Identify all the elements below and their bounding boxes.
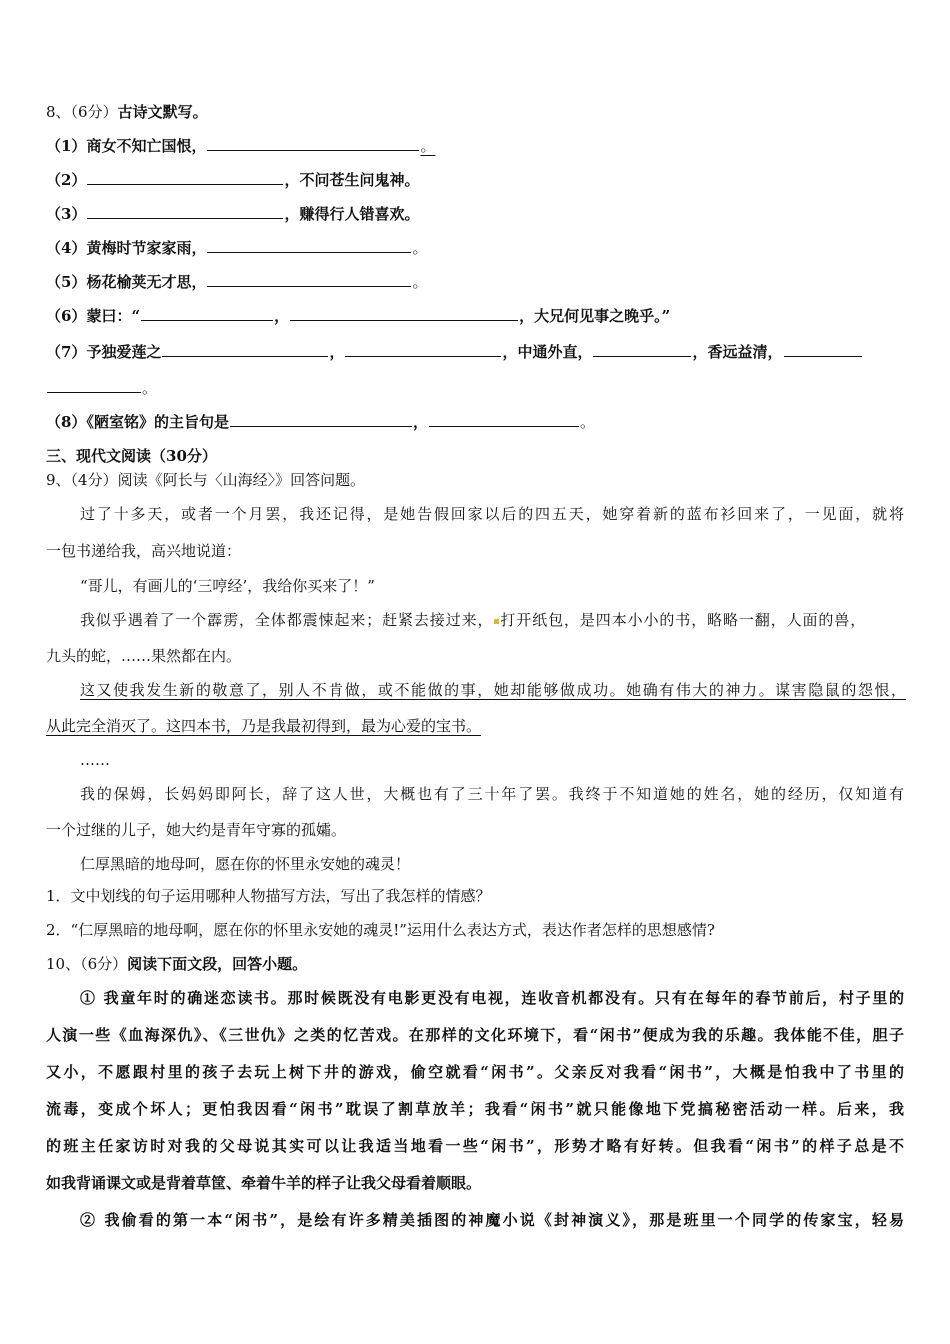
answer-blank[interactable] (593, 342, 691, 357)
answer-blank[interactable] (290, 306, 518, 321)
answer-blank[interactable] (429, 412, 579, 427)
q9-subquestion-2: 2．“仁厚黑暗的地母啊，愿在你的怀里永安她的魂灵!”运用什么表达方式，表达作者怎样的思想感情? (46, 921, 715, 939)
q10-paragraph-1-line4: 流毒，变成个坏人；更怕我因看“闲书”耽误了割草放羊；我看“闲书”就只能像地下党搞秘密活动一样。后来，我 (46, 1100, 904, 1118)
q9-paragraph-1-cont: 一包书递给我，高兴地说道： (46, 542, 242, 560)
answer-blank[interactable] (207, 272, 411, 287)
answer-blank[interactable] (230, 412, 412, 427)
q9-paragraph-2: “哥儿，有画儿的‘三哼经’，我给你买来了！” (80, 577, 375, 595)
q9-underlined-sentence-cont: 从此完全消灭了。这四本书，乃是我最初得到，最为心爱的宝书。 (46, 717, 482, 735)
q8-item-7: （7）予独爱莲之 ， ，中通外直， ，香远益清， (46, 342, 904, 362)
q8-item-1: （1）商女不知亡国恨， 。 (46, 137, 436, 155)
q8-item-6: （6）蒙曰：“ ， ，大兄何见事之晚乎。” (46, 307, 671, 325)
q10-paragraph-2: ② 我偷看的第一本“闲书”，是绘有许多精美插图的神魔小说《封神演义》，那是班里一个同学的传家宝，轻易 (80, 1211, 904, 1229)
answer-blank[interactable] (784, 342, 862, 357)
answer-blank[interactable] (47, 378, 141, 393)
answer-blank[interactable] (162, 342, 328, 357)
q10-paragraph-1: ① 我童年时的确迷恋读书。那时候既没有电影更没有电视，连收音机都没有。只有在每年的春节前后，村子里的 (80, 989, 904, 1007)
q9-paragraph-1: 过了十多天，或者一个月罢，我还记得，是她告假回家以后的四五天，她穿着新的蓝布衫回来了，一见面，就将 (80, 505, 904, 523)
q9-underlined-sentence: 这又使我发生新的敬意了，别人不肯做，或不能做的事，她却能够做成功。她确有伟大的神力。谋害隐鼠的怨恨， (80, 681, 906, 699)
q10-paragraph-1-line5: 的班主任家访时对我的父母说其实可以让我适当地看一些“闲书”，形势才略有好转。但我看“闲书”的样子总是不 (46, 1137, 904, 1155)
section-title: 三、现代文阅读（30分） (46, 447, 217, 465)
q9-paragraph-5-cont: 一个过继的儿子，她大约是青年守寡的孤孀。 (46, 821, 347, 839)
q10-paragraph-1-line3: 又小，不愿跟村里的孩子去玩上树下井的游戏，偷空就看“闲书”。父亲反对我看“闲书”，大概是怕我中了书里的 (46, 1063, 904, 1081)
q9-header: 9、（4分）阅读《阿长与〈山海经〉》回答问题。 (46, 471, 366, 489)
q8-item-7-cont: 。 (46, 378, 904, 398)
answer-blank[interactable] (141, 306, 273, 321)
q10-header: 10、（6分）阅读下面文段，回答小题。 (46, 955, 308, 973)
q9-paragraph-3-cont: 九头的蛇，……果然都在内。 (46, 647, 242, 665)
answer-blank[interactable] (207, 136, 419, 151)
highlight-mark (494, 619, 499, 624)
q8-header: 8、（6分）古诗文默写。 (46, 103, 208, 121)
q9-paragraph-3: 我似乎遇着了一个霹雳，全体都震悚起来；赶紧去接过来， 打开纸包，是四本小小的书，略略一翻，人面的兽， (80, 611, 867, 629)
q8-item-4: （4）黄梅时节家家雨， 。 (46, 239, 428, 257)
q9-paragraph-6: 仁厚黑暗的地母呵，愿在你的怀里永安她的魂灵！ (80, 855, 411, 873)
answer-blank[interactable] (345, 342, 501, 357)
answer-blank[interactable] (87, 204, 283, 219)
q9-ellipsis: …… (80, 751, 110, 769)
q8-item-5: （5）杨花榆荚无才思， 。 (46, 273, 428, 291)
q10-paragraph-1-line6: 如我背诵课文或是背着草筐、牵着牛羊的样子让我父母看着顺眼。 (46, 1174, 482, 1192)
answer-blank[interactable] (207, 238, 411, 253)
q8-item-3: （3） ，赚得行人错喜欢。 (46, 205, 420, 223)
q8-item-8: （8）《陋室铭》的主旨句是 ， 。 (46, 413, 595, 431)
q10-paragraph-1-line2: 人演一些《血海深仇》、《三世仇》之类的忆苦戏。在那样的文化环境下，看“闲书”便成为我的乐趣。我体能不佳，胆子 (46, 1026, 904, 1044)
q8-item-2: （2） ，不问苍生问鬼神。 (46, 171, 420, 189)
q9-paragraph-5: 我的保姆，长妈妈即阿长，辞了这人世，大概也有了三十年了罢。我终于不知道她的姓名，她的经历，仅知道有 (80, 785, 904, 803)
answer-blank[interactable] (87, 170, 283, 185)
q9-subquestion-1: 1．文中划线的句子运用哪种人物描写方法，写出了我怎样的情感？ (46, 887, 491, 905)
